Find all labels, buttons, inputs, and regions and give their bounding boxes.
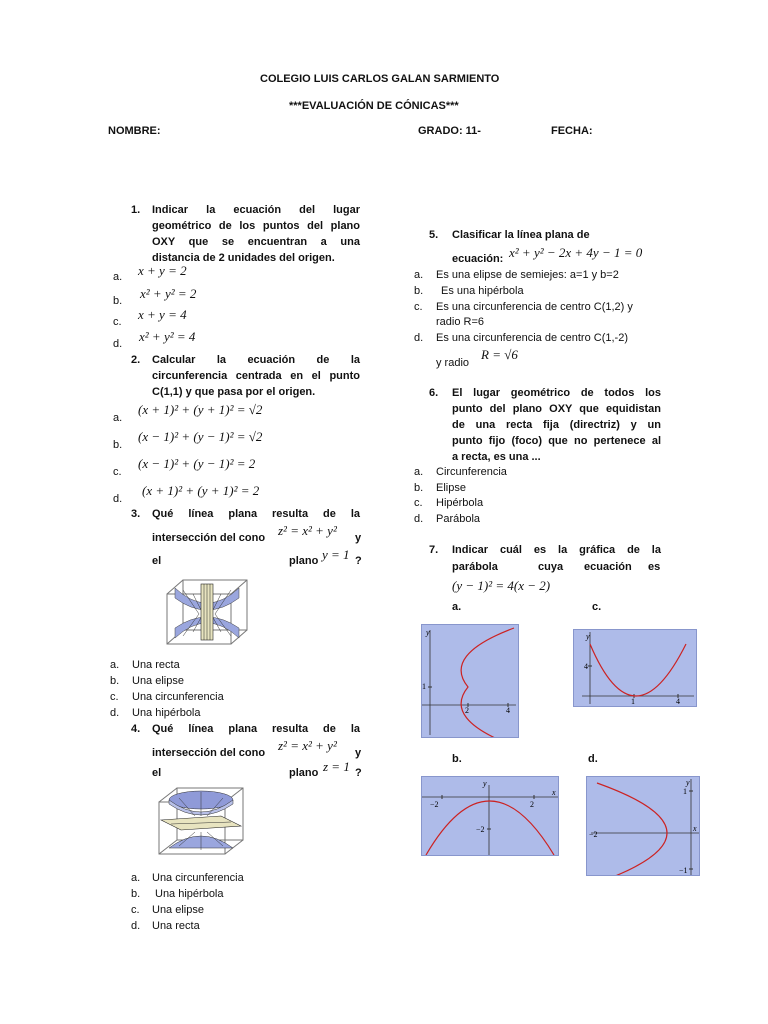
q1-option-eq: x + y = 2 bbox=[138, 263, 187, 278]
graph-c-tick: 4 bbox=[676, 697, 680, 706]
q4-option-letter: d. bbox=[131, 920, 141, 932]
graph-d-x-label: x bbox=[693, 824, 697, 833]
graph-b-tick: 2 bbox=[530, 800, 534, 809]
q2-option-eq: (x − 1)² + (y − 1)² = 2 bbox=[138, 456, 256, 471]
q5-option-letter: b. bbox=[414, 285, 424, 297]
q3-number: 3. bbox=[131, 508, 141, 520]
q3-option-letter: c. bbox=[110, 691, 119, 703]
name-label: NOMBRE: bbox=[108, 125, 161, 137]
q1-number: 1. bbox=[131, 204, 141, 216]
q2-option-letter: d. bbox=[113, 493, 123, 505]
q1-line: OXY que se encuentran a una bbox=[152, 236, 360, 248]
q7-line: Indicar cuál es la gráfica de la bbox=[452, 544, 661, 556]
q2-option-eq: (x − 1)² + (y − 1)² = √2 bbox=[138, 429, 263, 444]
q2-option-letter: b. bbox=[113, 439, 123, 451]
q5-option-text: Es una hipérbola bbox=[441, 285, 524, 297]
q3-option-text: Una circunferencia bbox=[132, 691, 224, 703]
q4-number: 4. bbox=[131, 723, 141, 735]
q1-line: Indicar la ecuación del lugar bbox=[152, 204, 360, 216]
graph-a-plot bbox=[422, 625, 518, 737]
q7-label-c: c. bbox=[592, 601, 602, 613]
q4-qmark: ? bbox=[355, 767, 362, 779]
q6-option-text: Parábola bbox=[436, 513, 481, 525]
q2-line: circunferencia centrada en el punto bbox=[152, 370, 360, 382]
q4-line: Qué línea plana resulta de la bbox=[152, 723, 360, 735]
q3-plano: plano bbox=[289, 555, 319, 567]
q4-intersection: intersección del cono bbox=[152, 747, 266, 759]
q6-option-text: Elipse bbox=[436, 482, 466, 494]
cone-plane-z-figure bbox=[155, 786, 247, 858]
q7-word: ecuación bbox=[584, 561, 632, 573]
q7-label-d: d. bbox=[588, 753, 598, 765]
q4-cone-eq: z² = x² + y² bbox=[278, 738, 337, 753]
q5-option-text: Es una circunferencia de centro C(1,2) y bbox=[436, 301, 633, 313]
q5-option-letter: a. bbox=[414, 269, 424, 281]
graph-d-tick: −2 bbox=[589, 830, 598, 839]
graph-b-plot bbox=[422, 777, 558, 855]
q3-y-word: y bbox=[355, 532, 362, 544]
q5-equation: x² + y² − 2x + 4y − 1 = 0 bbox=[509, 245, 643, 260]
q6-option-letter: b. bbox=[414, 482, 424, 494]
q7-word: cuya bbox=[538, 561, 564, 573]
q1-line: geométrico de los puntos del plano bbox=[152, 220, 360, 232]
q4-option-letter: a. bbox=[131, 872, 141, 884]
q4-option-text: Una circunferencia bbox=[152, 872, 244, 884]
q1-line: distancia de 2 unidades del origen. bbox=[152, 252, 335, 264]
q6-line: de una recta fija (directriz) y un bbox=[452, 419, 661, 431]
q6-option-text: Hipérbola bbox=[436, 497, 484, 509]
q2-option-eq: (x + 1)² + (y + 1)² = 2 bbox=[142, 483, 260, 498]
graph-b[interactable] bbox=[421, 776, 559, 856]
q1-option-letter: d. bbox=[113, 338, 123, 350]
q6-line: El lugar geométrico de todos los bbox=[452, 387, 661, 399]
q3-option-letter: d. bbox=[110, 707, 120, 719]
q3-option-text: Una elipse bbox=[132, 675, 184, 687]
q4-plano: plano bbox=[289, 767, 319, 779]
school-name: COLEGIO LUIS CARLOS GALAN SARMIENTO bbox=[260, 73, 500, 85]
q1-option-letter: c. bbox=[113, 316, 122, 328]
q6-number: 6. bbox=[429, 387, 439, 399]
q5-line1: Clasificar la línea plana de bbox=[452, 229, 590, 241]
graph-a-y-label: y bbox=[426, 628, 430, 637]
q5-option-cont: radio R=6 bbox=[436, 316, 485, 328]
q6-option-letter: d. bbox=[414, 513, 424, 525]
q4-text bbox=[152, 721, 360, 737]
q5-radius-eq: R = √6 bbox=[481, 347, 518, 362]
graph-a-tick: 4 bbox=[506, 706, 510, 715]
date-label: FECHA: bbox=[551, 125, 593, 137]
q3-text bbox=[152, 506, 360, 522]
graph-a-tick: 2 bbox=[465, 706, 469, 715]
q3-cone-eq: z² = x² + y² bbox=[278, 523, 337, 538]
graph-a[interactable] bbox=[421, 624, 519, 738]
q7-word: es bbox=[648, 561, 661, 573]
exam-title: ***EVALUACIÓN DE CÓNICAS*** bbox=[289, 100, 459, 112]
graph-c-y-label: y bbox=[586, 632, 590, 641]
q1-option-eq: x² + y² = 2 bbox=[140, 286, 197, 301]
q4-y-word: y bbox=[355, 747, 362, 759]
q6-line: a recta, es una ... bbox=[452, 451, 541, 463]
graph-c-tick: 4 bbox=[584, 662, 588, 671]
q4-option-text: Una hipérbola bbox=[155, 888, 224, 900]
q2-number: 2. bbox=[131, 354, 141, 366]
q4-el: el bbox=[152, 767, 162, 779]
q3-el: el bbox=[152, 555, 162, 567]
graph-b-tick: −2 bbox=[476, 825, 485, 834]
q5-option-letter: c. bbox=[414, 301, 423, 313]
q7-word: parábola bbox=[452, 561, 498, 573]
q2-option-letter: a. bbox=[113, 412, 123, 424]
graph-b-y-label: y bbox=[483, 779, 487, 788]
q3-option-letter: b. bbox=[110, 675, 120, 687]
graph-b-x-label: x bbox=[552, 788, 556, 797]
q6-line: punto del plano OXY que equidistan bbox=[452, 403, 661, 415]
graph-d[interactable] bbox=[586, 776, 700, 876]
graph-d-plot bbox=[587, 777, 699, 875]
q3-qmark: ? bbox=[355, 555, 362, 567]
graph-c-plot bbox=[574, 630, 696, 706]
q5-option-text: Es una circunferencia de centro C(1,-2) bbox=[436, 332, 628, 344]
q6-text bbox=[452, 385, 661, 465]
q2-line: Calcular la ecuación de la bbox=[152, 354, 360, 366]
q6-option-text: Circunferencia bbox=[436, 466, 507, 478]
q5-option-letter: d. bbox=[414, 332, 424, 344]
q2-line: C(1,1) y que pasa por el origen. bbox=[152, 386, 316, 398]
q4-option-text: Una elipse bbox=[152, 904, 204, 916]
q5-option-text: Es una elipse de semiejes: a=1 y b=2 bbox=[436, 269, 619, 281]
q3-option-text: Una hipérbola bbox=[132, 707, 201, 719]
q4-option-letter: c. bbox=[131, 904, 140, 916]
graph-d-tick: 1 bbox=[683, 787, 687, 796]
q2-option-letter: c. bbox=[113, 466, 122, 478]
q1-option-letter: a. bbox=[113, 271, 123, 283]
q3-plane-eq: y = 1 bbox=[322, 547, 350, 562]
q2-option-eq: (x + 1)² + (y + 1)² = √2 bbox=[138, 402, 263, 417]
q7-equation: (y − 1)² = 4(x − 2) bbox=[452, 578, 551, 593]
q3-option-text: Una recta bbox=[132, 659, 180, 671]
q4-option-letter: b. bbox=[131, 888, 141, 900]
q7-label-b: b. bbox=[452, 753, 462, 765]
q4-plane-eq: z = 1 bbox=[323, 759, 350, 774]
q7-text bbox=[452, 542, 661, 558]
q5-option-cont: y radio bbox=[436, 357, 470, 369]
q3-option-letter: a. bbox=[110, 659, 120, 671]
q1-option-letter: b. bbox=[113, 295, 123, 307]
q5-line2: ecuación: bbox=[452, 253, 504, 265]
graph-a-tick: 1 bbox=[422, 682, 426, 691]
q1-option-eq: x² + y² = 4 bbox=[139, 329, 196, 344]
q7-label-a: a. bbox=[452, 601, 462, 613]
q2-text bbox=[152, 352, 360, 400]
q3-line: Qué línea plana resulta de la bbox=[152, 508, 360, 520]
q3-intersection: intersección del cono bbox=[152, 532, 266, 544]
q6-option-letter: c. bbox=[414, 497, 423, 509]
graph-c[interactable] bbox=[573, 629, 697, 707]
q5-number: 5. bbox=[429, 229, 439, 241]
q6-option-letter: a. bbox=[414, 466, 424, 478]
q4-option-text: Una recta bbox=[152, 920, 200, 932]
q1-option-eq: x + y = 4 bbox=[138, 307, 187, 322]
q6-line: punto fijo (foco) que no pertenece al bbox=[452, 435, 661, 447]
q1-text bbox=[152, 202, 360, 266]
grade-label: GRADO: 11- bbox=[418, 125, 481, 137]
graph-b-tick: −2 bbox=[430, 800, 439, 809]
graph-d-y-label: y bbox=[686, 778, 690, 787]
graph-d-tick: −1 bbox=[679, 866, 688, 875]
graph-c-tick: 1 bbox=[631, 697, 635, 706]
cone-plane-y-figure bbox=[163, 578, 251, 648]
q7-number: 7. bbox=[429, 544, 439, 556]
